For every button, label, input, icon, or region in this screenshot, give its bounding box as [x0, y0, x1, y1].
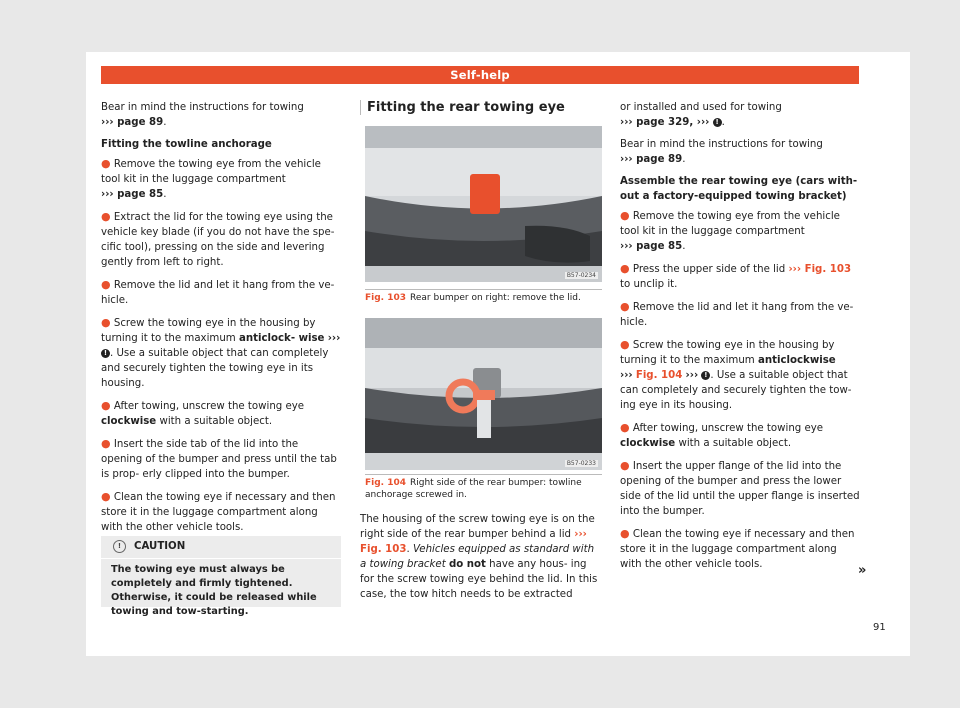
column-right [620, 100, 860, 579]
page-number: 91 [873, 622, 886, 633]
page-reference[interactable]: ››› page 85 [101, 189, 164, 200]
list-item: ● Screw the towing eye in the housing by turning it to the maximum anticlock- wise ››› ! . Use a suitable object that can completely and securely tighten the towing eye in its housing. [101, 316, 341, 389]
column-left [101, 100, 341, 542]
figure-reference[interactable]: ››› Fig. 103 [360, 529, 587, 555]
figure-103 [365, 126, 602, 282]
list-item: ● Remove the towing eye from the vehicle tool kit in the luggage compartment ››› page 85. [620, 209, 840, 252]
bullet-icon: ● [620, 209, 630, 222]
bullet-icon: ● [101, 399, 111, 412]
figure-code: B57-0234 [566, 272, 596, 279]
column-middle-text [360, 512, 602, 602]
list-item: ● After towing, unscrew the towing eye clockwise with a suitable object. [101, 399, 305, 427]
paragraph: The housing of the screw towing eye is on the right side of the rear bumper behind a lid ››› Fig. 103. Vehicles equipped as standard with a towing bracket do not have any hous- ing for the screw towing eye behind the lid. In this case, the tow hitch needs to be extracted [360, 514, 598, 600]
list-item: ● Press the upper side of the lid ››› Fig. 103 to unclip it. [620, 262, 852, 290]
bullet-icon: ● [101, 316, 111, 329]
paragraph: Bear in mind the instructions for towing ››› page 89. [101, 102, 304, 128]
page-reference[interactable]: ››› page 89 [101, 117, 164, 128]
list-item: ● Remove the lid and let it hang from the ve- hicle. [620, 300, 854, 328]
figure-104 [365, 318, 602, 470]
bullet-icon: ● [101, 278, 111, 291]
list-item: ● Clean the towing eye if necessary and then store it in the luggage compartment along with the other vehicle tools. [620, 527, 855, 570]
caution-box [101, 536, 341, 617]
section-title: Fitting the rear towing eye [360, 100, 609, 115]
bullet-icon: ● [101, 437, 111, 450]
warning-reference[interactable]: ››› [685, 370, 699, 381]
warning-icon: ! [701, 371, 710, 380]
figure-caption: Fig. 104 Right side of the rear bumper: towline anchorage screwed in. [365, 474, 602, 501]
warning-icon: ! [713, 118, 722, 127]
bullet-icon: ● [101, 157, 111, 170]
bullet-icon: ● [101, 490, 111, 503]
list-item: ● Remove the towing eye from the vehicle tool kit in the luggage compartment ››› page 85. [101, 157, 321, 200]
bullet-icon: ● [620, 338, 630, 351]
page-reference[interactable]: ››› page 329, ››› [620, 117, 710, 128]
list-item: ● Screw the towing eye in the housing by turning it to the maximum anticlockwise ››› Fig. 104 ››› ! . Use a suitable object that can completely and securely tighten the tow- ing eye in its housing. [620, 338, 852, 411]
caution-icon: ! [113, 540, 126, 553]
list-item: ● Insert the side tab of the lid into the opening of the bumper and press until the tab is prop- erly clipped into the bumper. [101, 437, 337, 480]
warning-reference[interactable]: ››› [327, 333, 341, 344]
continued-icon: » [858, 563, 867, 578]
figure-reference[interactable]: ››› Fig. 103 [788, 264, 852, 275]
list-item: ● After towing, unscrew the towing eye clockwise with a suitable object. [620, 421, 824, 449]
section-header: Self-help [101, 66, 859, 84]
bullet-icon: ● [101, 210, 111, 223]
list-item: ● Remove the lid and let it hang from the ve- hicle. [101, 278, 335, 306]
subheading: Assemble the rear towing eye (cars with- out a factory-equipped towing bracket) [620, 176, 858, 202]
figure-code: B57-0233 [566, 460, 596, 467]
bullet-icon: ● [620, 300, 630, 313]
towing-eye-illustration [365, 318, 602, 470]
page-reference[interactable]: ››› page 85 [620, 241, 683, 252]
list-item: ● Extract the lid for the towing eye using the vehicle key blade (if you do not have the spe- cific tool), pressing on the side and levering gently from left to right. [101, 210, 335, 268]
list-item: ● Insert the upper flange of the lid into the opening of the bumper and press the lower side of the lid until the upper flange is inserted into the bumper. [620, 459, 860, 517]
bullet-icon: ● [620, 262, 630, 275]
list-item: ● Clean the towing eye if necessary and then store it in the luggage compartment along with the other vehicle tools. [101, 490, 336, 533]
caution-header: ! CAUTION [101, 536, 341, 559]
figure-caption: Fig. 103 Rear bumper on right: remove the lid. [365, 289, 602, 304]
paragraph: or installed and used for towing ››› page 329, ››› ! . [620, 102, 782, 128]
figure-reference[interactable]: Fig. 104 [635, 370, 683, 381]
bullet-icon: ● [620, 527, 630, 540]
subheading: Fitting the towline anchorage [101, 139, 272, 150]
warning-icon: ! [101, 349, 110, 358]
bullet-icon: ● [620, 459, 630, 472]
bumper-lid-illustration [365, 126, 602, 282]
paragraph: Bear in mind the instructions for towing ››› page 89. [620, 139, 823, 165]
page-reference[interactable]: ››› page 89 [620, 154, 683, 165]
caution-text: The towing eye must always be completely and firmly tightened. Otherwise, it could be released while towing and tow-starting. [111, 564, 317, 617]
bullet-icon: ● [620, 421, 630, 434]
